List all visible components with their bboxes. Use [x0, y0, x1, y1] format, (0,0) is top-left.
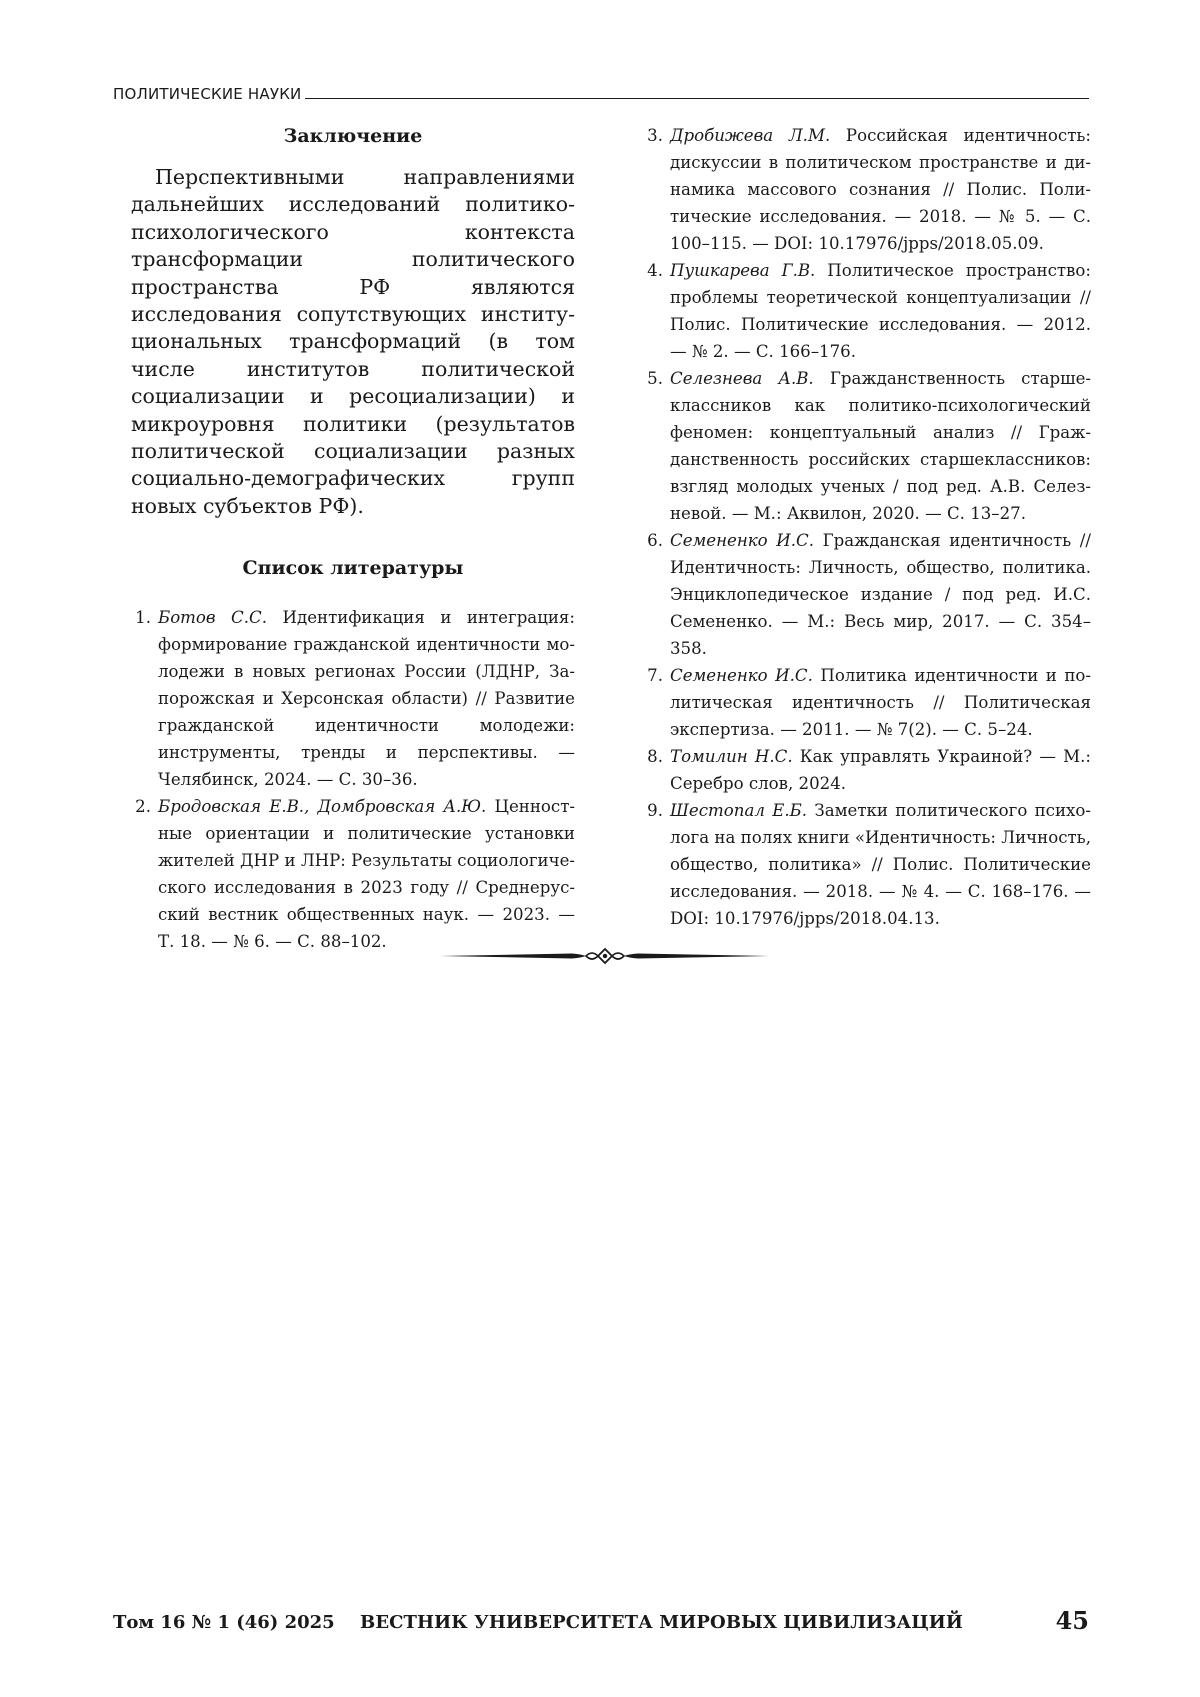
reference-number: 8.: [647, 747, 663, 766]
reference-number: 4.: [647, 261, 663, 280]
reference-item: [643, 365, 1091, 527]
reference-author: Селезнева А.В.: [670, 369, 814, 388]
reference-text: Политическое пространство: проблемы теоретической концептуализации // Полис. Политические исследования. — 2012. — № 2. — С. 166–176.: [670, 261, 1091, 361]
reference-text: Заметки политического психолога на полях книги «Идентичность: Личность, общество, политика» // Полис. Политические исследования. — 2018. — № 4. — С. 168–176. — DOI: 10.17976/jpps/2018.04.13.: [670, 801, 1091, 928]
reference-item: [643, 662, 1091, 743]
reference-author: Дробижева Л.М.: [670, 126, 831, 145]
reference-text: Гражданственность старшеклассников как политико-психологический феномен: концептуальный анализ // Гражданственность российских старшеклассников: взгляд молодых ученых / под ред. А.В. Селезневой. — М.: Аквилон, 2020. — С. 13–27.: [670, 369, 1091, 523]
reference-item: [643, 527, 1091, 662]
reference-author: Семененко И.С.: [670, 666, 813, 685]
reference-item: [643, 797, 1091, 932]
references-title: Список литературы: [242, 557, 464, 580]
reference-number: 7.: [647, 666, 663, 685]
reference-list-right: [643, 122, 1091, 932]
reference-author: Шестопал Е.Б.: [670, 801, 808, 820]
conclusion-title: Заключение: [283, 125, 423, 147]
right-column: [643, 122, 1091, 932]
reference-author: Ботов С.С.: [158, 608, 268, 628]
reference-number: 1.: [135, 608, 151, 628]
reference-author: Томилин Н.С.: [670, 747, 793, 766]
reference-number: 3.: [647, 126, 663, 145]
footer: [113, 1606, 1089, 1636]
running-head: [113, 78, 1089, 102]
reference-author: Пушкарева Г.В.: [670, 261, 816, 280]
reference-author: Семененко И.С.: [670, 531, 815, 550]
reference-number: 9.: [647, 801, 663, 820]
reference-number: 2.: [135, 797, 151, 817]
footer-journal-title: ВЕСТНИК УНИВЕРСИТЕТА МИРОВЫХ ЦИВИЛИЗАЦИЙ: [360, 1612, 963, 1633]
left-column: [131, 122, 575, 955]
reference-text: Ценностные ориентации и политические установки жителей ДНР и ЛНР: Результаты социологического исследования в 2023 году // Среднерусский вестник общественных наук. — 2023. — Т. 18. — № 6. — С. 88–102.: [158, 797, 575, 952]
reference-item: [643, 257, 1091, 365]
conclusion-paragraph: Перспективными направлениями дальнейших исследований политико-психологического контекста трансформации политического пространства РФ являются исследования сопутствующих институциональных трансформаций (в том числе институтов политической социализации и ресоциализации) и микроуровня политики (результатов политической социализации разных социально-демографических групп новых субъектов РФ).: [131, 165, 575, 518]
reference-number: 5.: [647, 369, 663, 388]
reference-list-left: [131, 604, 575, 955]
reference-item: [643, 122, 1091, 257]
reference-number: 6.: [647, 531, 663, 550]
reference-text: Политика идентичности и политическая идентичность // Политическая экспертиза. — 2011. — № 7(2). — С. 5–24.: [670, 666, 1091, 739]
reference-author: Бродовская Е.В., Домбровская А.Ю.: [158, 797, 487, 817]
reference-item: [131, 793, 575, 955]
running-head-section: ПОЛИТИЧЕСКИЕ НАУКИ: [113, 85, 302, 103]
reference-text: Российская идентичность: дискуссии в политическом пространстве и динамика массового сознания // Полис. Политические исследования. — 2018. — № 5. — С. 100–115. — DOI: 10.17976/jpps/2018.05.09.: [670, 126, 1091, 253]
ornament-divider-icon: [440, 944, 770, 968]
reference-item: [131, 604, 575, 793]
page-number: 45: [1055, 1606, 1089, 1635]
reference-text: Как управлять Украиной? — М.: Серебро слов, 2024.: [670, 747, 1091, 793]
running-head-rule: [305, 98, 1089, 99]
reference-text: Гражданская идентичность // Идентичность: Личность, общество, политика. Энциклопедическое издание / под ред. И.С. Семененко. — М.: Весь мир, 2017. — С. 354–358.: [670, 531, 1091, 658]
reference-item: [643, 743, 1091, 797]
reference-text: Идентификация и интеграция: формирование гражданской идентичности молодежи в новых регионах России (ЛДНР, Запорожская и Херсонская области) // Развитие гражданской идентичности молодежи: инструменты, тренды и перспективы. — Челябинск, 2024. — С. 30–36.: [158, 608, 575, 790]
footer-issue: Том 16 № 1 (46) 2025: [113, 1612, 335, 1633]
